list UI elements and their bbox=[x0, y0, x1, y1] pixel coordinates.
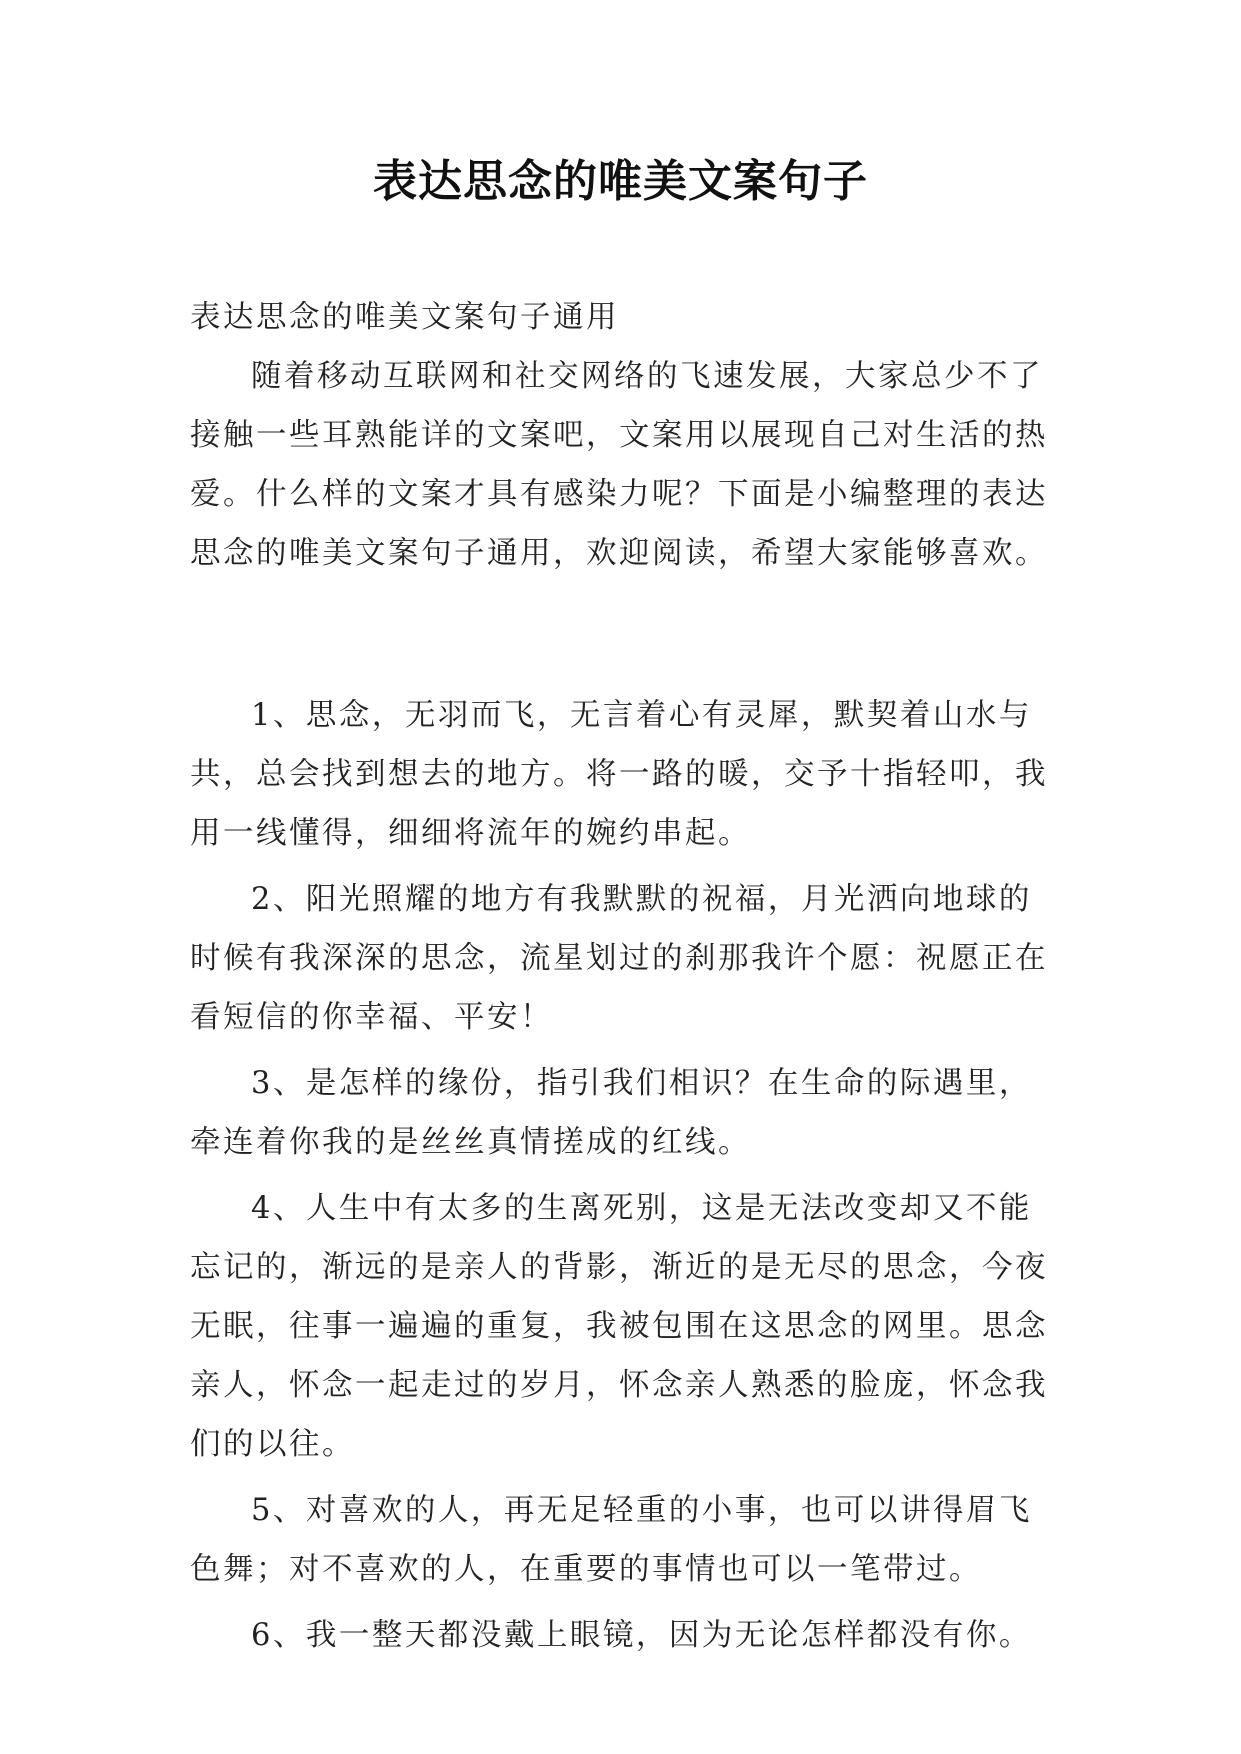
quote-item: 4、人生中有太多的生离死别，这是无法改变却又不能忘记的，渐远的是亲人的背影，渐近的是无尽的思念，今夜无眠，往事一遍遍的重复，我被包围在这思念的网里。思念亲人，怀念一起走过的岁月，怀念亲人熟悉的脸庞，怀念我们的以往。 bbox=[190, 1191, 1048, 1462]
intro-paragraph: 随着移动互联网和社交网络的飞速发展，大家总少不了接触一些耳熟能详的文案吧，文案用以展现自己对生活的热爱。什么样的文案才具有感染力呢？下面是小编整理的表达思念的唯美文案句子通用，欢迎阅读，希望大家能够喜欢。 bbox=[190, 359, 1048, 571]
quote-item: 2、阳光照耀的地方有我默默的祝福，月光洒向地球的时候有我深深的思念，流星划过的刹那我许个愿：祝愿正在看短信的你幸福、平安！ bbox=[190, 882, 1048, 1035]
paragraph-spacer bbox=[190, 583, 1052, 686]
document-body bbox=[190, 288, 1052, 1672]
document-title: 表达思念的唯美文案句子 bbox=[373, 156, 868, 207]
quote-item: 3、是怎样的缘份，指引我们相识？在生命的际遇里，牵连着你我的是丝丝真情搓成的红线。 bbox=[190, 1066, 1032, 1160]
quote-item: 5、对喜欢的人，再无足轻重的小事，也可以讲得眉飞色舞；对不喜欢的人，在重要的事情也可以一笔带过。 bbox=[190, 1493, 1032, 1587]
quote-item: 1、思念，无羽而飞，无言着心有灵犀，默契着山水与共，总会找到想去的地方。将一路的暖，交予十指轻叩，我用一线懂得，细细将流年的婉约串起。 bbox=[190, 698, 1048, 851]
quote-item: 6、我一整天都没戴上眼镜，因为无论怎样都没有你。 bbox=[251, 1618, 1032, 1653]
document-subtitle: 表达思念的唯美文案句子通用 bbox=[190, 300, 619, 335]
